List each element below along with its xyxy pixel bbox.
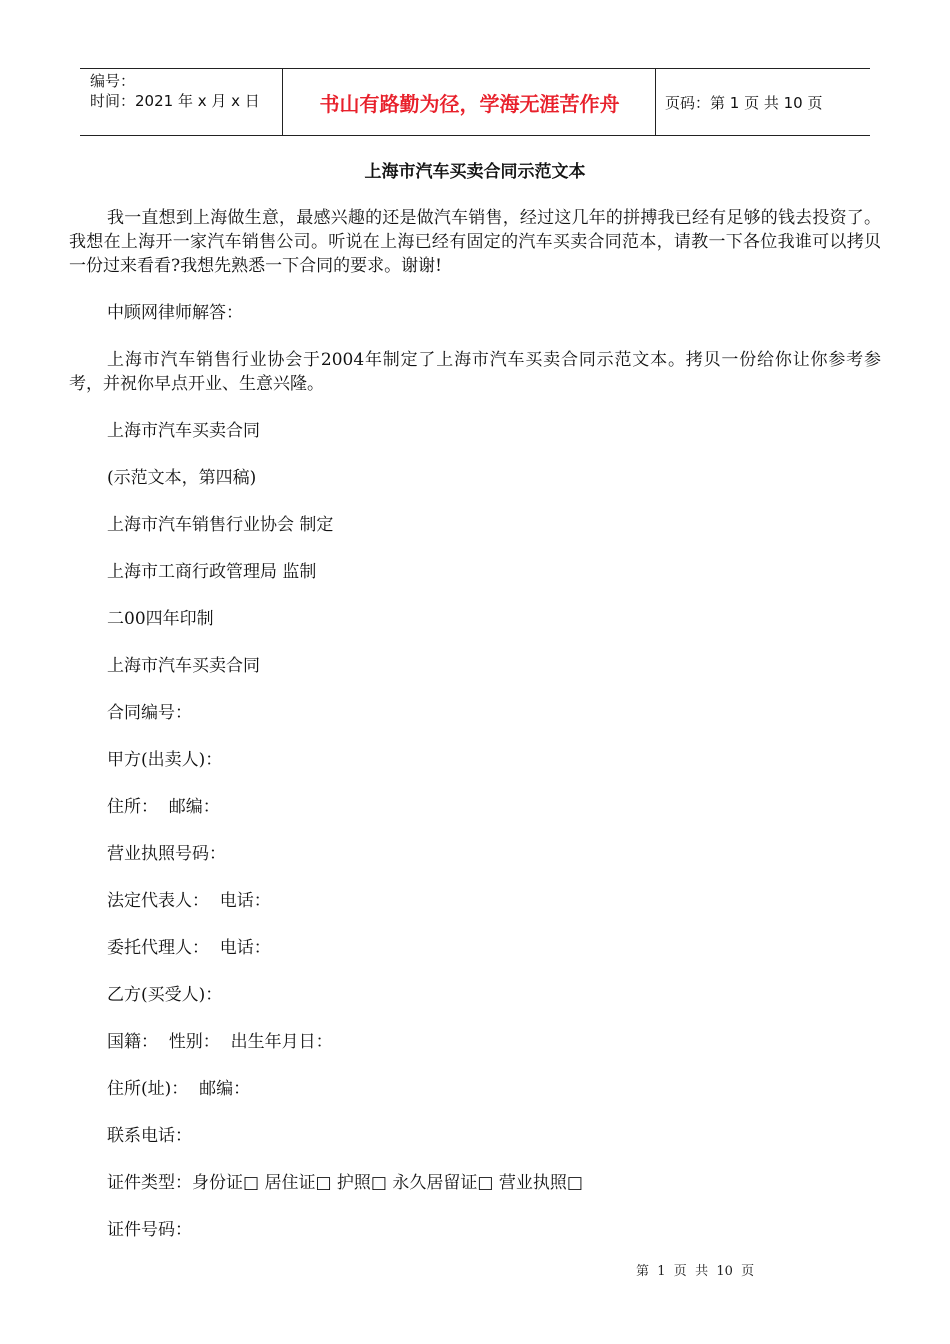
document-body <box>69 206 881 1265</box>
body-paragraph: 我一直想到上海做生意，最感兴趣的还是做汽车销售，经过这几年的拼搏我已经有足够的钱去投资了。我想在上海开一家汽车销售公司。听说在上海已经有固定的汽车买卖合同范本，请教一下各位我谁可以拷贝一份过来看看?我想先熟悉一下合同的要求。谢谢! <box>69 208 881 276</box>
contract-field: 营业执照号码： <box>107 844 226 864</box>
header-motto: 书山有路勤为径，学海无涯苦作舟 <box>319 91 620 116</box>
contract-line: 上海市工商行政管理局 监制 <box>107 562 317 582</box>
contract-field: 国籍： 性别： 出生年月日： <box>107 1032 333 1052</box>
contract-line: 上海市汽车买卖合同 <box>107 656 260 676</box>
contract-field: 甲方(出卖人)： <box>107 750 223 770</box>
contract-line: 上海市汽车销售行业协会 制定 <box>107 515 334 535</box>
contract-field: 合同编号： <box>107 703 192 723</box>
contract-line: 二00四年印制 <box>107 609 214 629</box>
contract-field: 住所(址)： 邮编： <box>107 1079 251 1099</box>
body-paragraph: 中顾网律师解答： <box>107 303 243 323</box>
page-footer: 第 1 页 共 10 页 <box>636 1264 755 1279</box>
document-time-label: 时间：2021 年 x 月 x 日 <box>90 92 260 110</box>
page-header <box>80 68 870 136</box>
document-title: 上海市汽车买卖合同示范文本 <box>364 162 586 182</box>
header-meta <box>90 71 260 111</box>
body-paragraph: 上海市汽车销售行业协会于2004年制定了上海市汽车买卖合同示范文本。拷贝一份给你让你参考参考，并祝你早点开业、生意兴隆。 <box>69 350 881 394</box>
contract-line: (示范文本，第四稿) <box>107 468 257 488</box>
header-divider <box>655 69 656 135</box>
contract-field: 住所： 邮编： <box>107 797 220 817</box>
contract-field: 法定代表人： 电话： <box>107 891 271 911</box>
contract-field: 联系电话： <box>107 1126 192 1146</box>
document-number-label: 编号： <box>90 72 136 90</box>
contract-line: 上海市汽车买卖合同 <box>107 421 260 441</box>
header-page-info: 页码：第 1 页 共 10 页 <box>665 93 823 112</box>
contract-field: 委托代理人： 电话： <box>107 938 271 958</box>
contract-field: 证件号码： <box>107 1220 192 1240</box>
contract-field: 乙方(买受人)： <box>107 985 223 1005</box>
contract-field: 证件类型：身份证□ 居住证□ 护照□ 永久居留证□ 营业执照□ <box>107 1173 583 1193</box>
